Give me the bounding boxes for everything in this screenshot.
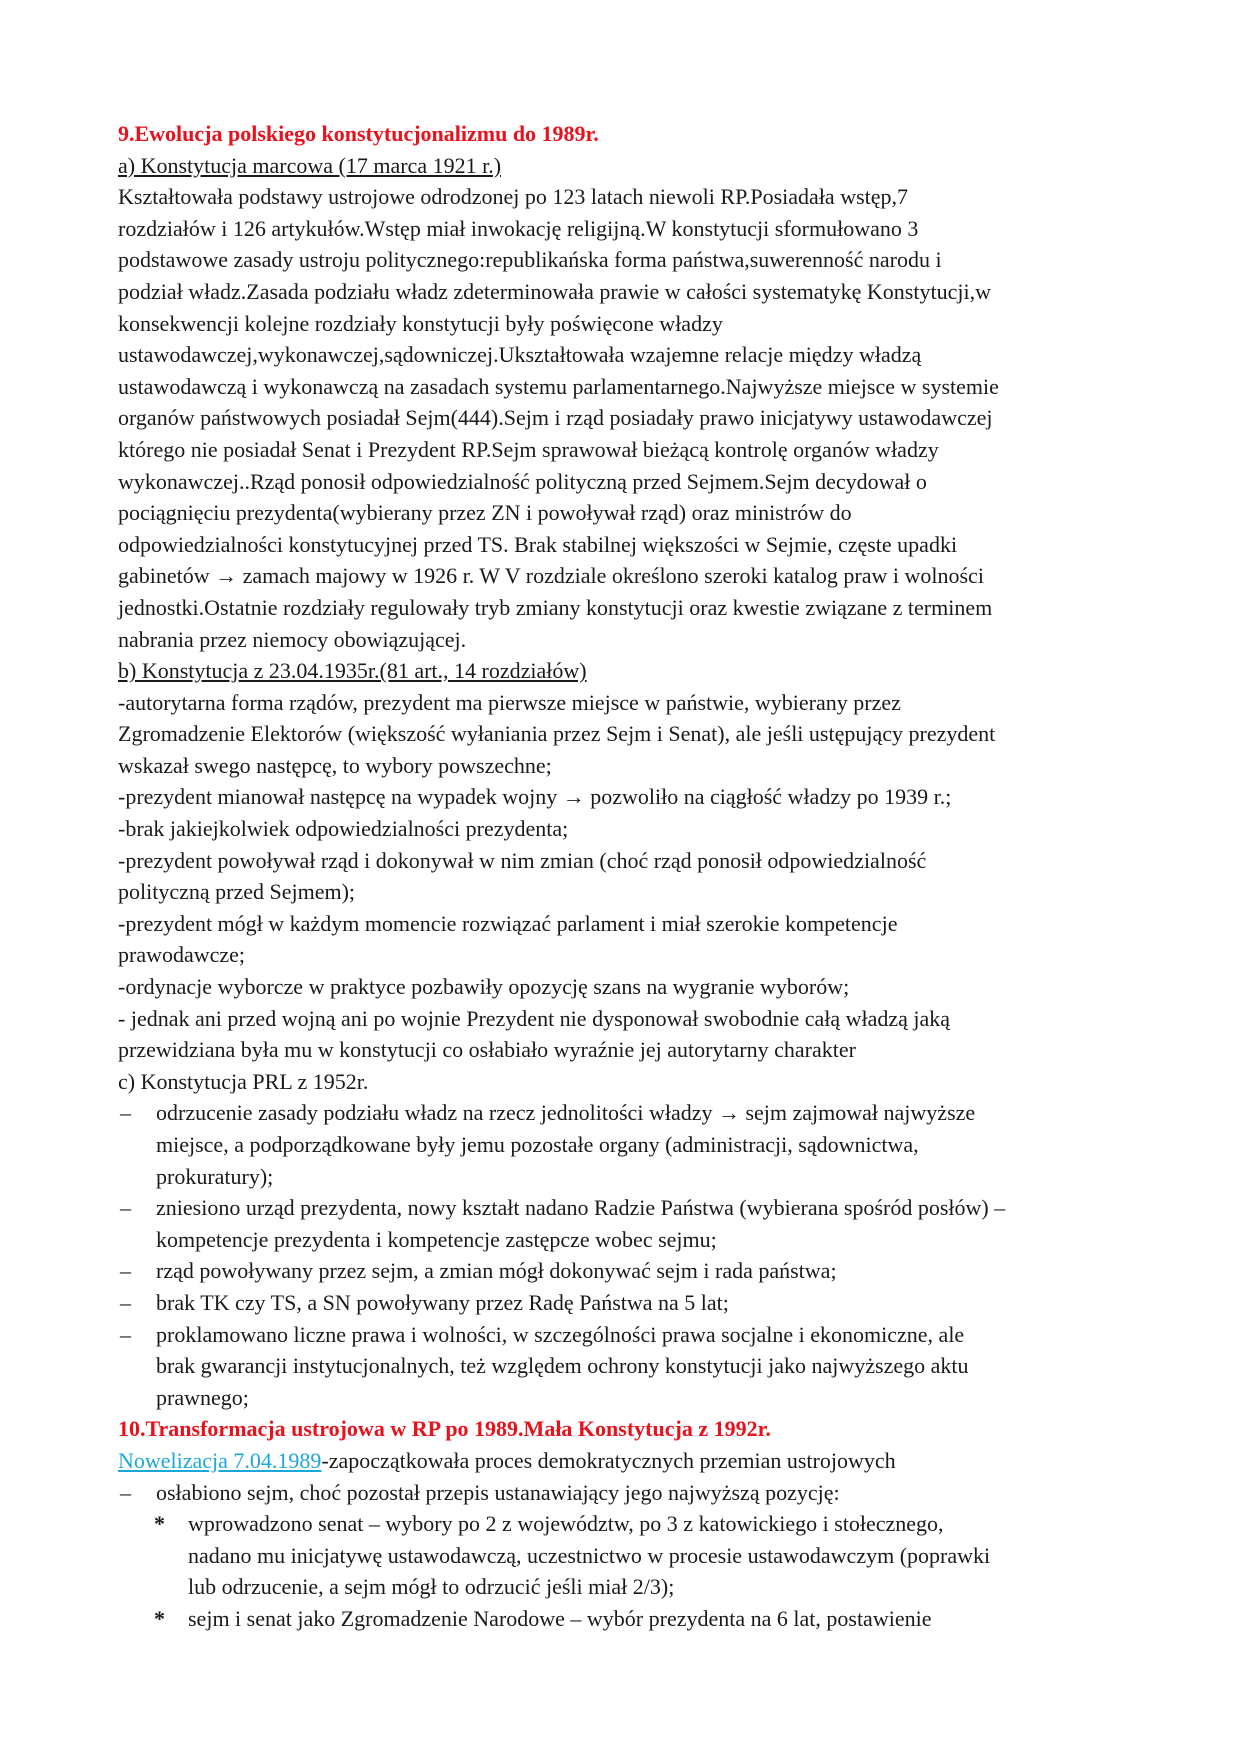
amendment-line — [118, 1445, 1130, 1477]
text-line: -brak jakiejkolwiek odpowiedzialności prezydenta; — [118, 816, 569, 842]
sub-list-item — [118, 1603, 1130, 1635]
text-line: prawnego; — [156, 1384, 249, 1410]
text-line: zniesiono urząd prezydenta, nowy kształt nadano Radzie Państwa (wybierana spośród posłów) – — [156, 1195, 1006, 1221]
list-item — [118, 1319, 1130, 1414]
text-line: brak TK czy TS, a SN powoływany przez Radę Państwa na 5 lat; — [156, 1289, 729, 1315]
section-9-heading: 9.Ewolucja polskiego konstytucjonalizmu do 1989r. — [118, 121, 599, 146]
text-line: Kształtowała podstawy ustrojowe odrodzonej po 123 latach niewoli RP.Posiadała wstęp,7 — [118, 184, 909, 210]
dash-bullet-icon: – — [120, 1289, 131, 1315]
text-line: gabinetów → zamach majowy w 1926 r. W V rozdziale określono szeroki katalog praw i wolności — [118, 563, 984, 589]
dash-bullet-icon: – — [120, 1195, 131, 1221]
text-line: lub odrzucenie, a sejm mógł to odrzucić jeśli miał 2/3); — [188, 1574, 675, 1600]
subsection-b-title: b) Konstytucja z 23.04.1935r.(81 art., 14 rozdziałów) — [118, 658, 587, 684]
dash-bullet-icon: – — [120, 1479, 131, 1505]
dash-bullet-icon: – — [120, 1258, 131, 1284]
text-line: konsekwencji kolejne rozdziały konstytucji były poświęcone władzy — [118, 310, 723, 336]
text-line: odrzucenie zasady podziału władz na rzecz jednolitości władzy → sejm zajmował najwyższe — [156, 1100, 976, 1126]
text-line: -ordynacje wyborcze w praktyce pozbawiły opozycję szans na wygranie wyborów; — [118, 974, 850, 1000]
text-line: rozdziałów i 126 artykułów.Wstęp miał inwokację religijną.W konstytucji sformułowano 3 — [118, 215, 919, 241]
text-line: kompetencje prezydenta i kompetencje zastępcze wobec sejmu; — [156, 1226, 717, 1252]
text-line: ustawodawczą i wykonawczą na zasadach systemu parlamentarnego.Najwyższe miejsce w systemie — [118, 373, 999, 399]
text-line: prawodawcze; — [118, 942, 246, 968]
text-line: ustawodawczej,wykonawczej,sądowniczej.Ukształtowała wzajemne relacje między władzą — [118, 342, 922, 368]
list-item — [118, 1477, 1130, 1509]
section-10-heading: 10.Transformacja ustrojowa w RP po 1989.Mała Konstytucja z 1992r. — [118, 1416, 771, 1442]
text-line: którego nie posiadał Senat i Prezydent RP.Sejm sprawował bieżącą kontrolę organów władzy — [118, 436, 939, 462]
text-line: Zgromadzenie Elektorów (większość wyłaniania przez Sejm i Senat), ale jeśli ustępujący prezydent — [118, 721, 996, 747]
text-line: -prezydent mógł w każdym momencie rozwiązać parlament i miał szerokie kompetencje — [118, 910, 898, 936]
dash-bullet-icon: – — [120, 1100, 131, 1126]
list-constitution-1952 — [118, 1097, 1130, 1413]
text-line: -autorytarna forma rządów, prezydent ma pierwsze miejsce w państwie, wybierany przez — [118, 689, 901, 715]
text-line: jednostki.Ostatnie rozdziały regulowały tryb zmiany konstytucji oraz kwestie związane z terminem — [118, 594, 993, 620]
text-line: sejm i senat jako Zgromadzenie Narodowe – wybór prezydenta na 6 lat, postawienie — [188, 1605, 932, 1631]
paragraph-constitution-1921 — [118, 181, 1130, 655]
text-line: - jednak ani przed wojną ani po wojnie Prezydent nie dysponował swobodnie całą władzą jaką — [118, 1005, 951, 1031]
list-constitution-1935 — [118, 687, 1130, 1066]
text-line: podstawowe zasady ustroju politycznego:republikańska forma państwa,suwerenność narodu i — [118, 247, 942, 273]
list-item — [118, 1097, 1130, 1192]
text-line: polityczną przed Sejmem); — [118, 879, 356, 905]
dash-bullet-icon: – — [120, 1321, 131, 1347]
sub-list-item — [118, 1508, 1130, 1603]
list-item — [118, 1255, 1130, 1287]
text-line: organów państwowych posiadał Sejm(444).Sejm i rząd posiadały prawo inicjatywy ustawodawczej — [118, 405, 993, 431]
text-line: proklamowano liczne prawa i wolności, w szczególności prawa socjalne i ekonomiczne, ale — [156, 1321, 965, 1347]
text-line: podział władz.Zasada podziału władz zdeterminowała prawie w całości systematykę Konstytucji,w — [118, 278, 991, 304]
text-line: osłabiono sejm, choć pozostał przepis ustanawiający jego najwyższą pozycję: — [156, 1479, 840, 1505]
subsection-a-title: a) Konstytucja marcowa (17 marca 1921 r.) — [118, 152, 502, 178]
subsection-c-title: c) Konstytucja PRL z 1952r. — [118, 1068, 369, 1094]
text-line: miejsce, a podporządkowane były jemu pozostałe organy (administracji, sądownictwa, — [156, 1132, 919, 1157]
star-bullet-icon: * — [154, 1511, 165, 1537]
text-line: nadano mu inicjatywę ustawodawczą, uczestnictwo w procesie ustawodawczym (poprawki — [188, 1542, 991, 1568]
text-line: brak gwarancji instytucjonalnych, też względem ochrony konstytucji jako najwyższego aktu — [156, 1353, 969, 1379]
text-line: -prezydent powoływał rząd i dokonywał w nim zmian (choć rząd ponosił odpowiedzialność — [118, 847, 927, 873]
amendment-description: -zapoczątkowała proces demokratycznych przemian ustrojowych — [321, 1447, 896, 1473]
text-line: pociągnięciu prezydenta(wybierany przez ZN i powoływał rząd) oraz ministrów do — [118, 500, 852, 526]
list-item — [118, 1192, 1130, 1255]
text-line: wskazał swego następcę, to wybory powszechne; — [118, 752, 552, 778]
amendment-link[interactable]: Nowelizacja 7.04.1989 — [118, 1447, 322, 1473]
text-line: rząd powoływany przez sejm, a zmian mógł dokonywać sejm i rada państwa; — [156, 1258, 837, 1284]
text-line: -prezydent mianował następcę na wypadek wojny → pozwoliło na ciągłość władzy po 1939 r.; — [118, 784, 952, 810]
text-line: przewidziana była mu w konstytucji co osłabiało wyraźnie jej autorytarny charakter — [118, 1037, 856, 1063]
star-bullet-icon: * — [154, 1605, 165, 1631]
text-line: wprowadzono senat – wybory po 2 z województw, po 3 z katowickiego i stołecznego, — [188, 1511, 944, 1537]
text-line: nabrania przez niemocy obowiązującej. — [118, 626, 467, 652]
list-item — [118, 1287, 1130, 1319]
text-line: odpowiedzialności konstytucyjnej przed TS. Brak stabilnej większości w Sejmie, częste upadki — [118, 531, 958, 557]
text-line: prokuratury); — [156, 1163, 274, 1189]
text-line: wykonawczej..Rząd ponosił odpowiedzialność polityczną przed Sejmem.Sejm decydował o — [118, 468, 927, 494]
